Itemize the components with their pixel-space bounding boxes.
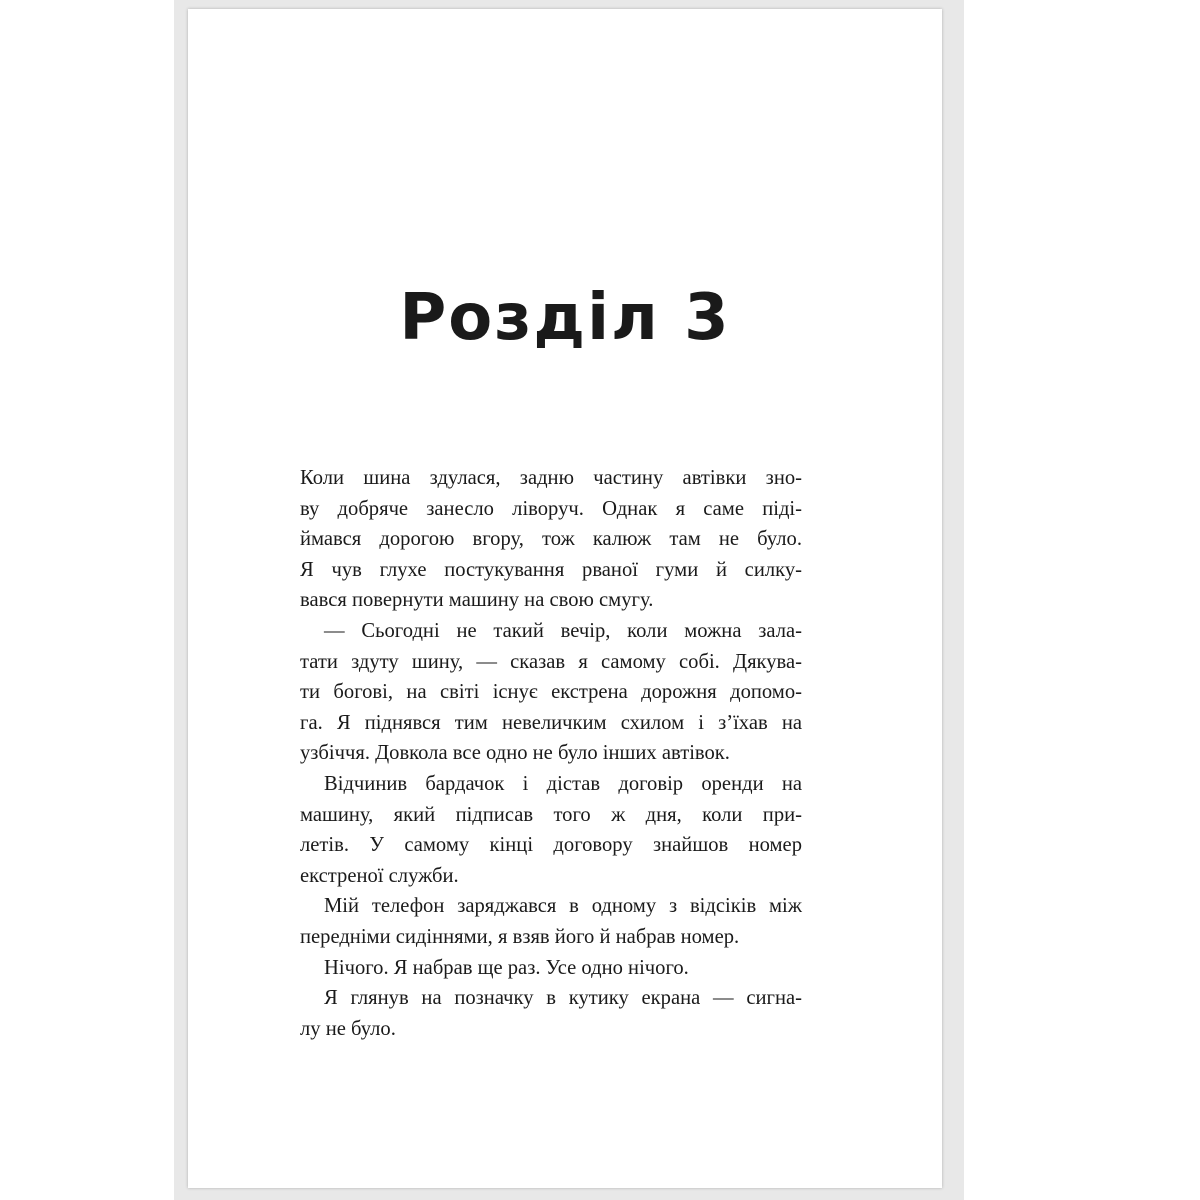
text-line: тати здуту шину, — сказав я самому собі. Дякува- bbox=[300, 650, 802, 673]
text-line: передніми сидіннями, я взяв його й набрав номер. bbox=[300, 925, 740, 948]
text-line: га. Я піднявся тим невеличким схилом і з’їхав на bbox=[300, 711, 802, 734]
text-line: — Сьогодні не такий вечір, коли можна зала- bbox=[324, 619, 802, 642]
text-line: Відчинив бардачок і дістав договір оренди на bbox=[324, 772, 802, 795]
text-line: вався повернути машину на свою смугу. bbox=[300, 589, 654, 612]
text-line: ву добряче занесло ліворуч. Однак я саме піді- bbox=[300, 497, 802, 520]
text-line: екстреної служби. bbox=[300, 864, 459, 887]
text-line: ймався дорогою вгору, тож калюж там не було. bbox=[300, 528, 802, 551]
text-line: узбіччя. Довкола все одно не було інших автівок. bbox=[300, 742, 730, 765]
body-text bbox=[300, 463, 802, 1044]
chapter-title: Розділ 3 bbox=[399, 281, 731, 355]
book-page bbox=[188, 9, 942, 1188]
text-line: Я глянув на позначку в кутику екрана — сигна- bbox=[324, 987, 802, 1010]
text-line: лу не було. bbox=[300, 1017, 396, 1040]
text-line: Нічого. Я набрав ще раз. Усе одно нічого. bbox=[324, 956, 689, 979]
text-line: ти богові, на світі існує екстрена дорожня допомо- bbox=[300, 681, 802, 704]
text-line: летів. У самому кінці договору знайшов номер bbox=[300, 834, 802, 857]
text-line: Мій телефон заряджався в одному з відсіків між bbox=[324, 895, 802, 918]
text-line: Коли шина здулася, задню частину автівки зно- bbox=[300, 467, 802, 489]
text-line: Я чув глухе постукування рваної гуми й силку- bbox=[300, 558, 802, 581]
text-line: машину, який підписав того ж дня, коли при- bbox=[300, 803, 802, 826]
